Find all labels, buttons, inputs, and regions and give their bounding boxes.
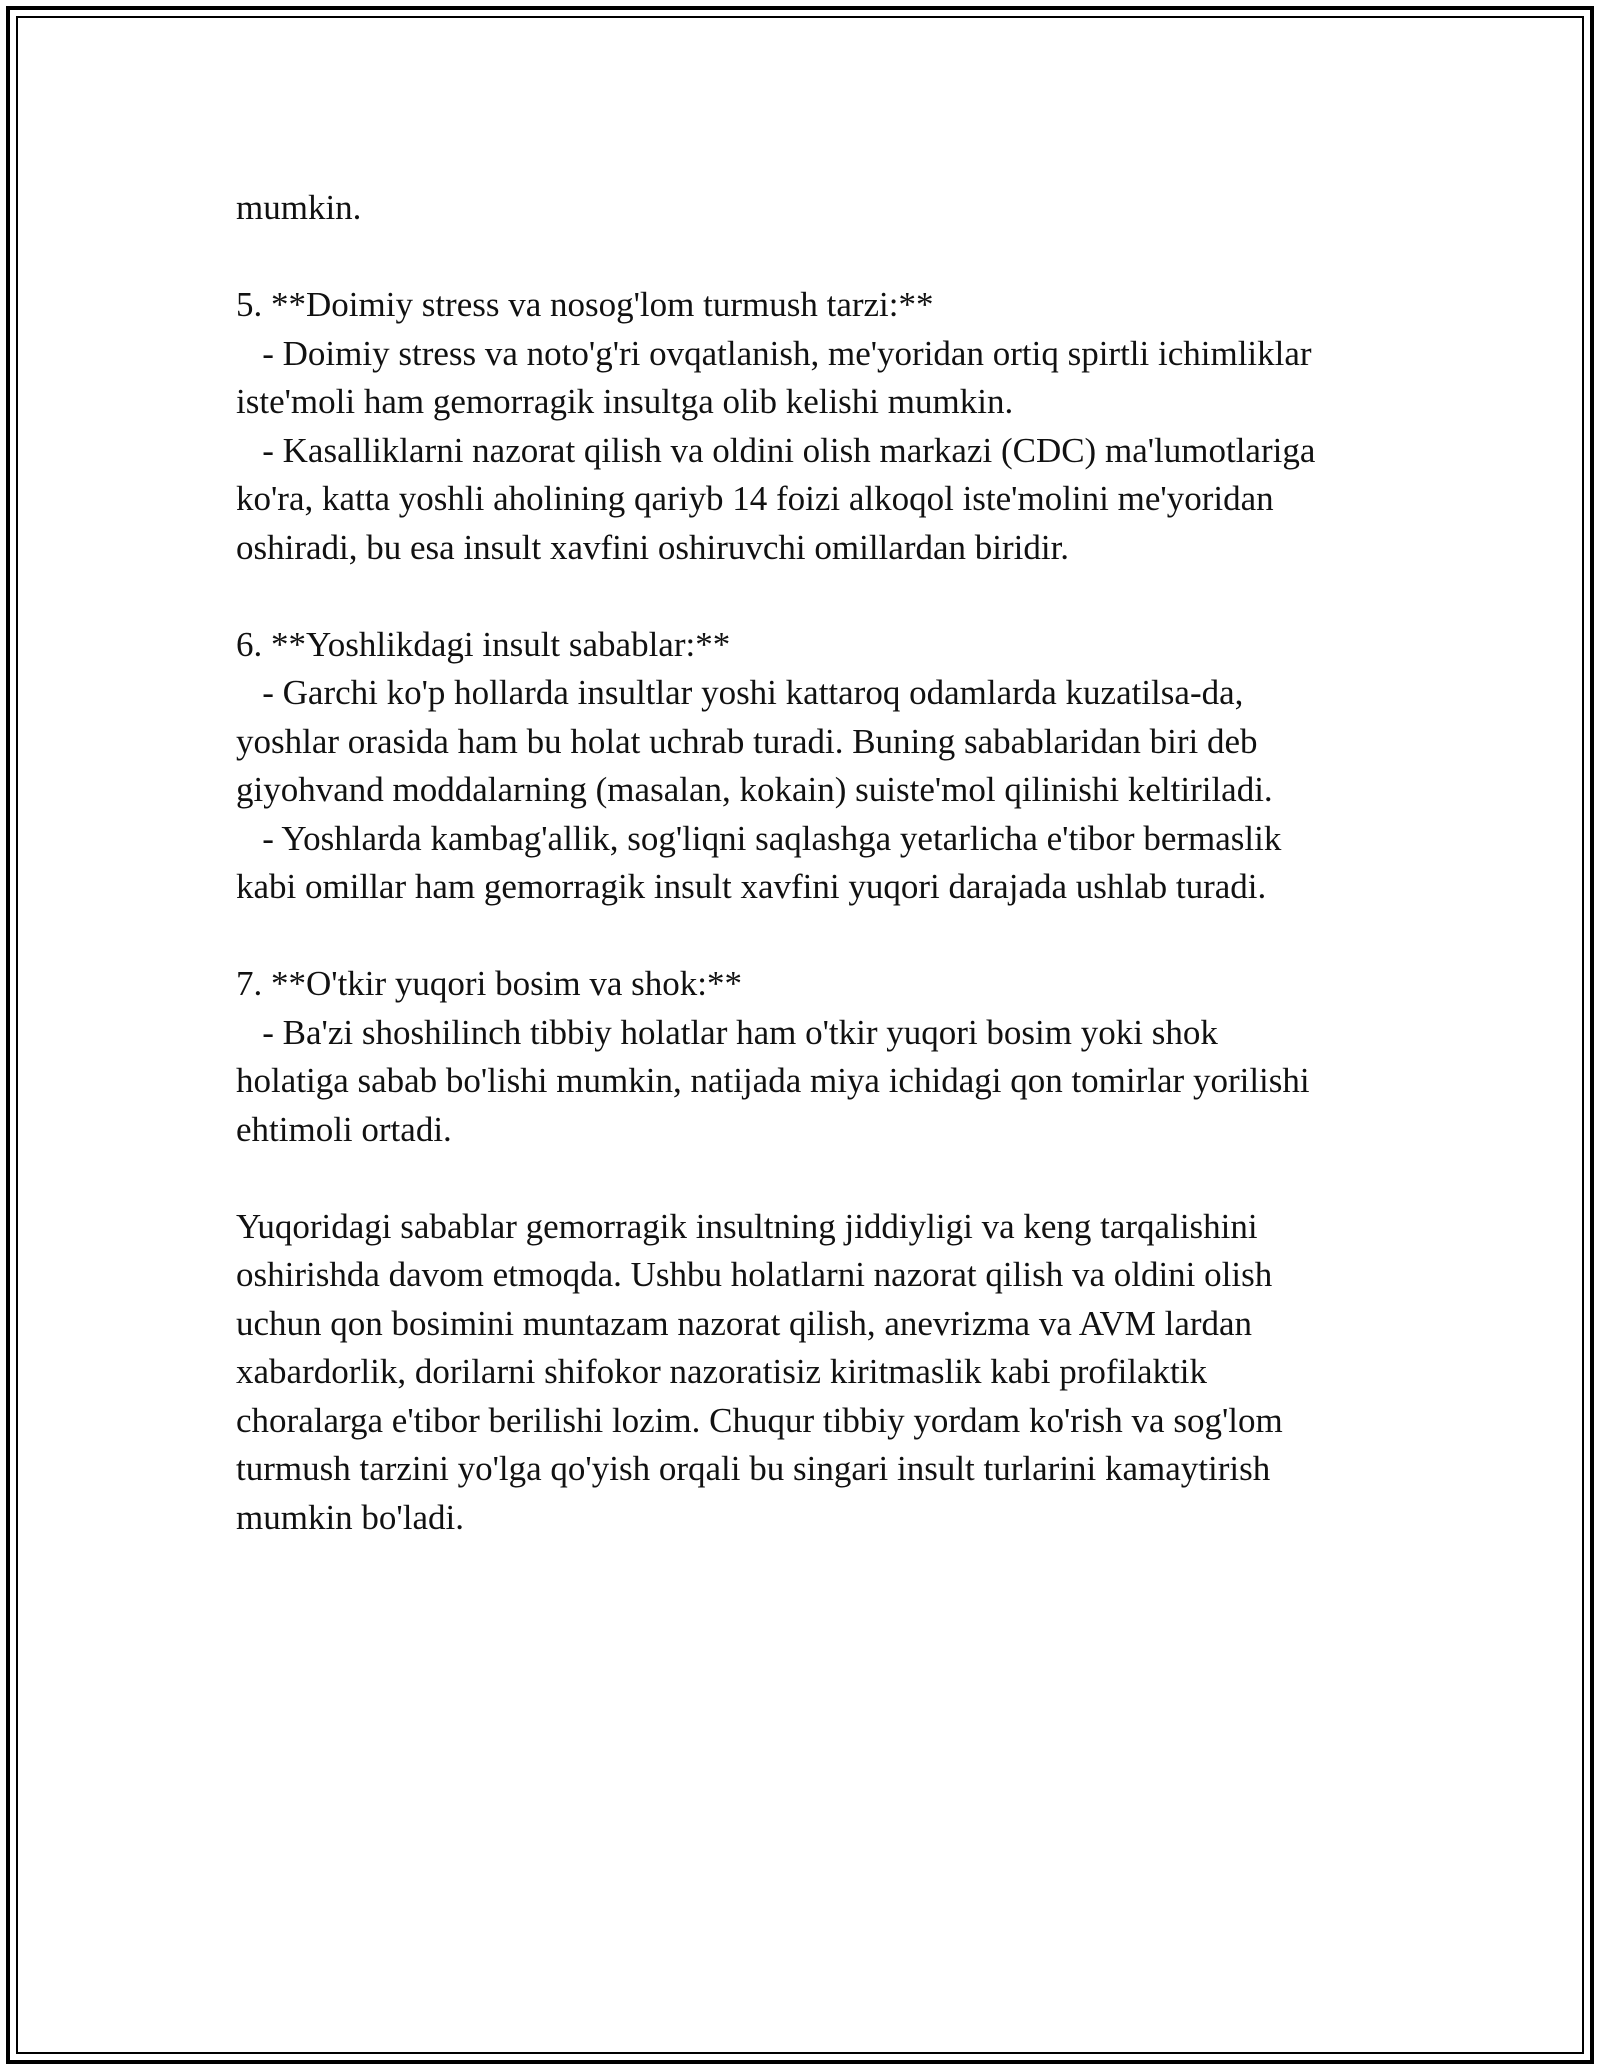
conclusion-line: choralarga e'tibor berilishi lozim. Chuqur tibbiy yordam ko'rish va sog'lom bbox=[236, 1400, 1283, 1440]
bullet-line: yoshlar orasida ham bu holat uchrab turadi. Buning sabablaridan biri deb bbox=[236, 721, 1258, 761]
bullet-line: - Garchi ko'p hollarda insultlar yoshi kattaroq odamlarda kuzatilsa-da, bbox=[236, 673, 1244, 712]
blank-line bbox=[236, 233, 1416, 282]
bullet-line: giyohvand moddalarning (masalan, kokain) suiste'mol qilinishi keltiriladi. bbox=[236, 770, 1273, 809]
bullet-line: holatiga sabab bo'lishi mumkin, natijada miya ichidagi qon tomirlar yorilishi bbox=[236, 1061, 1310, 1100]
bullet-line: - Kasalliklarni nazorat qilish va oldini olish markazi (CDC) ma'lumotlariga bbox=[236, 430, 1316, 470]
section-5 bbox=[236, 281, 1416, 572]
blank-line bbox=[236, 1154, 1416, 1203]
conclusion-line: turmush tarzini yo'lga qo'yish orqali bu singari insult turlarini kamaytirish bbox=[236, 1449, 1271, 1488]
bullet-line: - Doimiy stress va noto'g'ri ovqatlanish, me'yoridan ortiq spirtli ichimliklar bbox=[236, 333, 1312, 373]
blank-line bbox=[236, 572, 1416, 621]
section-heading: 6. **Yoshlikdagi insult sabablar:** bbox=[236, 624, 731, 664]
conclusion-line: Yuqoridagi sabablar gemorragik insultning jiddiyligi va keng tarqalishini bbox=[236, 1206, 1258, 1246]
section-6 bbox=[236, 621, 1416, 912]
bullet-line: - Ba'zi shoshilinch tibbiy holatlar ham o'tkir yuqori bosim yoki shok bbox=[236, 1012, 1218, 1052]
conclusion-line: xabardorlik, dorilarni shifokor nazoratisiz kiritmaslik kabi profilaktik bbox=[236, 1352, 1207, 1391]
section-heading: 7. **O'tkir yuqori bosim va shok:** bbox=[236, 964, 743, 1003]
intro-tail-line: mumkin. bbox=[236, 188, 362, 227]
conclusion-line: oshirishda davom etmoqda. Ushbu holatlarni nazorat qilish va oldini olish bbox=[236, 1255, 1273, 1294]
conclusion-paragraph bbox=[236, 1203, 1416, 1543]
bullet-line: - Yoshlarda kambag'allik, sog'liqni saqlashga yetarlicha e'tibor bermaslik bbox=[236, 818, 1282, 858]
bullet-line: ehtimoli ortadi. bbox=[236, 1109, 452, 1149]
bullet-line: kabi omillar ham gemorragik insult xavfini yuqori darajada ushlab turadi. bbox=[236, 867, 1267, 906]
section-7 bbox=[236, 960, 1416, 1154]
bullet-line: oshiradi, bu esa insult xavfini oshiruvchi omillardan biridir. bbox=[236, 527, 1070, 567]
bullet-line: ko'ra, katta yoshli aholining qariyb 14 foizi alkoqol iste'molini me'yoridan bbox=[236, 479, 1274, 518]
conclusion-line: uchun qon bosimini muntazam nazorat qilish, anevrizma va AVM lardan bbox=[236, 1303, 1253, 1343]
conclusion-line: mumkin bo'ladi. bbox=[236, 1497, 464, 1537]
blank-line bbox=[236, 912, 1416, 961]
section-heading: 5. **Doimiy stress va nosog'lom turmush tarzi:** bbox=[236, 285, 934, 324]
document-body bbox=[236, 184, 1416, 1542]
bullet-line: iste'moli ham gemorragik insultga olib kelishi mumkin. bbox=[236, 382, 1014, 421]
